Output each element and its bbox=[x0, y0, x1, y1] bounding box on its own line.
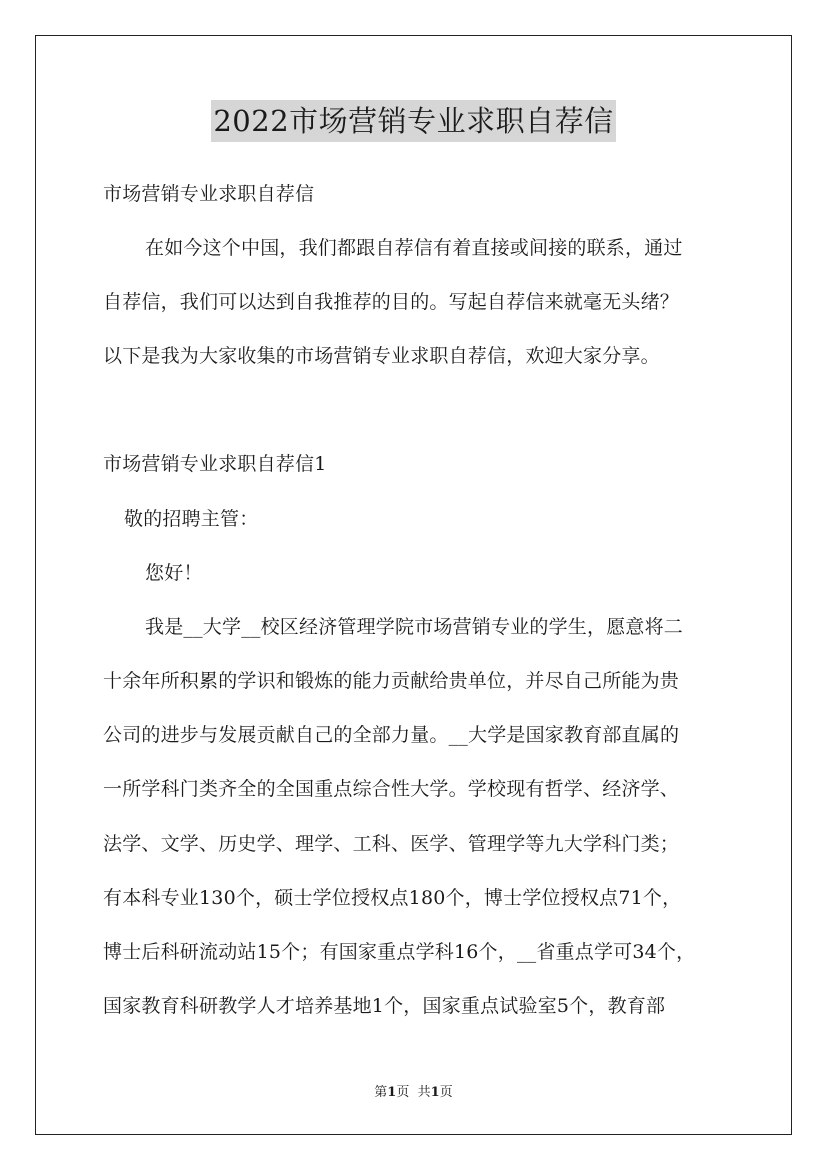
body-line-3: 公司的进步与发展贡献自己的全部力量。__大学是国家教育部直属的 bbox=[103, 724, 680, 746]
page-footer bbox=[0, 1085, 827, 1101]
greeting: 您好！ bbox=[145, 562, 203, 584]
intro-line-3: 以下是我为大家收集的市场营销专业求职自荐信，欢迎大家分享。 bbox=[103, 345, 660, 367]
body-line-5: 法学、文学、历史学、理学、工科、医学、管理学等九大学科门类； bbox=[103, 833, 680, 855]
body-line-6: 有本科专业130个，硕士学位授权点180个，博士学位授权点71个， bbox=[103, 887, 682, 909]
document-title: 2022市场营销专业求职自荐信 bbox=[211, 100, 615, 142]
footer-total-suffix: 页 bbox=[439, 1085, 453, 1100]
body-line-2: 十余年所积累的学识和锻炼的能力贡献给贵单位，并尽自己所能为贵 bbox=[103, 670, 680, 692]
footer-total-pages: 1 bbox=[430, 1085, 440, 1100]
document-subtitle: 市场营销专业求职自荐信 bbox=[103, 183, 315, 205]
body-line-1: 我是__大学__校区经济管理学院市场营销专业的学生，愿意将二 bbox=[145, 616, 684, 638]
body-line-8: 国家教育科研教学人才培养基地1个，国家重点试验室5个，教育部 bbox=[103, 995, 666, 1017]
body-line-7: 博士后科研流动站15个；有国家重点学科16个，__省重点学可34个， bbox=[103, 941, 696, 963]
footer-page-suffix: 页 bbox=[396, 1085, 410, 1100]
footer-total-prefix: 共 bbox=[417, 1085, 431, 1100]
section-heading: 市场营销专业求职自荐信1 bbox=[103, 453, 327, 475]
intro-line-2: 自荐信，我们可以达到自我推荐的目的。写起自荐信来就毫无头绪？ bbox=[103, 291, 680, 313]
salutation: 敬的招聘主管： bbox=[124, 508, 259, 530]
title-block bbox=[0, 100, 827, 142]
footer-page-current: 1 bbox=[387, 1085, 397, 1100]
footer-page-prefix: 第 bbox=[374, 1085, 388, 1100]
intro-line-1: 在如今这个中国，我们都跟自荐信有着直接或间接的联系，通过 bbox=[145, 237, 683, 259]
body-line-4: 一所学科门类齐全的全国重点综合性大学。学校现有哲学、经济学、 bbox=[103, 778, 680, 800]
